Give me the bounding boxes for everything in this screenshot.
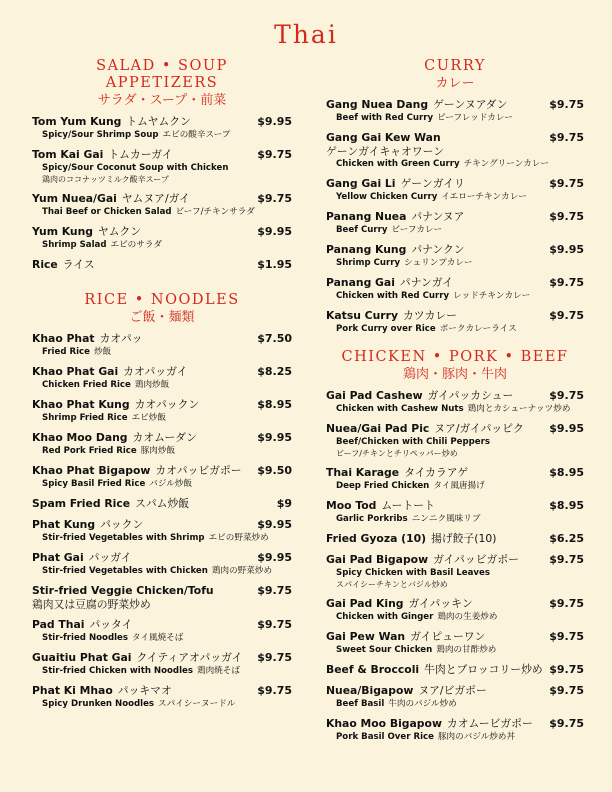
item-name-jp: ガイパッカシュー: [427, 389, 514, 402]
item-description-jp: シュリンプカレー: [404, 258, 473, 268]
item-name-jp: カオムービガポー: [446, 717, 533, 730]
item-name: Phat Ki Mhao パッキマオ: [32, 684, 172, 697]
item-description: Beef/Chicken with Chili Peppers: [336, 437, 490, 447]
menu-item: [326, 663, 584, 677]
menu-item: [32, 398, 292, 424]
item-description-jp: 鶏肉の甘酢炒め: [436, 645, 497, 655]
menu-item: [326, 466, 584, 492]
menu-item: [326, 684, 584, 710]
section-title-jp: サラダ・スープ・前菜: [97, 93, 227, 108]
item-price: $7.50: [257, 332, 292, 345]
item-name: Khao Phat カオパッ: [32, 332, 143, 345]
item-name-jp: カオパッガイ: [123, 365, 188, 378]
item-name-jp: トムヤムクン: [126, 115, 191, 128]
section-title: CHICKEN • PORK • BEEF: [341, 349, 569, 365]
item-name: Khao Phat Gai カオパッガイ: [32, 365, 188, 378]
item-name-jp: ヌア/ビガポー: [418, 684, 487, 697]
item-price: $9.75: [549, 177, 584, 190]
item-name: Yum Kung ヤムクン: [32, 225, 142, 238]
item-name: Fried Gyoza (10) 揚げ餃子(10): [326, 532, 497, 545]
item-price: $9.50: [257, 464, 292, 477]
item-description-jp: 鶏肉焼そば: [196, 666, 240, 676]
menu-item-row: [32, 584, 292, 598]
item-name: Moo Tod ムートート: [326, 499, 435, 512]
menu-item-row: [326, 663, 584, 677]
item-price: $9.75: [549, 684, 584, 697]
item-name: Tom Kai Gai トムカーガイ: [32, 148, 173, 161]
item-price: $9.75: [549, 389, 584, 402]
item-description-jp: 炒飯: [93, 347, 112, 357]
menu-item: [326, 553, 584, 590]
item-name: Gai Pad Bigapow ガイパッビガポー: [326, 553, 519, 566]
item-description-jp: 鶏肉の野菜炒め: [211, 566, 273, 576]
item-description-jp: レッドチキンカレー: [453, 291, 531, 301]
menu-item: [326, 717, 584, 743]
item-name-jp: カオパックン: [134, 398, 200, 411]
item-description-jp: タイ風唐揚げ: [433, 481, 485, 491]
menu-item: [32, 518, 292, 544]
item-description-jp: 鶏肉とカシューナッツ炒め: [467, 404, 571, 414]
menu-item-row: [326, 684, 584, 698]
menu-item: [326, 243, 584, 269]
item-name: Stir-fried Veggie Chicken/Tofu: [32, 584, 214, 597]
section-title: SALAD • SOUP: [96, 58, 228, 74]
item-name: Nuea/Bigapow ヌア/ビガポー: [326, 684, 487, 697]
menu-item-row: [326, 499, 584, 513]
item-description: Chicken with Ginger 鶏肉の生姜炒め: [336, 612, 498, 622]
item-description: Shrimp Fried Rice エビ炒飯: [42, 413, 166, 423]
item-description-jp: チキングリーンカレー: [463, 159, 550, 169]
menu-item-row: [32, 225, 292, 239]
menu-item: [32, 148, 292, 185]
menu-item: [32, 258, 292, 272]
menu-item: [326, 630, 584, 656]
item-description-jp: スパイシーヌードル: [158, 699, 236, 709]
menu-item-row: [32, 518, 292, 532]
item-description: Stir-fried Chicken with Noodles 鶏肉焼そば: [42, 666, 240, 676]
item-price: $9.75: [549, 131, 584, 144]
menu-item: [326, 422, 584, 459]
section-header: [32, 58, 292, 109]
menu-item-row: [32, 431, 292, 445]
left-column: [32, 58, 292, 717]
item-price: $9.95: [257, 518, 292, 531]
menu-item: [326, 210, 584, 236]
item-price: $9.75: [549, 98, 584, 111]
menu-item-row: [32, 332, 292, 346]
menu-item-row: [32, 651, 292, 665]
section-title-jp: 鶏肉・豚肉・牛肉: [402, 367, 507, 382]
item-description: Shrimp Salad エビのサラダ: [42, 240, 162, 250]
menu-item-row: [32, 192, 292, 206]
section-title-jp: ご飯・麺類: [129, 310, 195, 325]
menu-item-row: [326, 466, 584, 480]
item-description-jp: ビーフレッドカレー: [437, 113, 514, 123]
item-price: $9.75: [549, 630, 584, 643]
section-header: [326, 349, 584, 383]
item-description-jp: 豚肉のバジル炒め丼: [437, 732, 516, 742]
section-title: CURRY: [424, 58, 486, 74]
section-header: [326, 58, 584, 92]
item-price: $8.95: [257, 398, 292, 411]
item-name-jp: ヌア/ガイパッピク: [434, 422, 524, 435]
item-name-jp: パッタイ: [89, 618, 133, 631]
section-title: APPETIZERS: [105, 75, 219, 91]
menu-item-row: [32, 365, 292, 379]
item-name-jp: 揚げ餃子(10): [431, 532, 497, 545]
item-name-jp: トムカーガイ: [108, 148, 173, 161]
item-name: Gai Pad Cashew ガイパッカシュー: [326, 389, 514, 402]
item-name-jp: カオパッビガポー: [155, 464, 242, 477]
item-description: Shrimp Curry シュリンプカレー: [336, 258, 473, 268]
item-name: Phat Gai パッガイ: [32, 551, 132, 564]
item-name-jp: パナンクン: [411, 243, 465, 256]
item-description-jp: エビの酸辛スープ: [162, 130, 231, 140]
item-name: Panang Nuea パナンヌア: [326, 210, 465, 223]
item-description-line2: スパイシーチキンとバジル炒め: [336, 580, 448, 589]
item-price: $9.95: [257, 551, 292, 564]
item-name-jp: ガイパッキン: [408, 597, 473, 610]
item-name: Thai Karage タイカラアゲ: [326, 466, 469, 479]
item-description-jp: ビーフ/チキンサラダ: [175, 207, 255, 217]
item-name: Pad Thai パッタイ: [32, 618, 133, 631]
item-name-jp: ガイパッビガポー: [433, 553, 519, 566]
item-name: Phat Kung パックン: [32, 518, 144, 531]
item-name-jp: タイカラアゲ: [404, 466, 469, 479]
page-title: Thai: [274, 20, 338, 49]
item-name-jp: ムートート: [381, 499, 435, 512]
item-description-jp: エビのサラダ: [110, 240, 162, 250]
menu-item: [32, 618, 292, 644]
item-price: $9.75: [257, 684, 292, 697]
menu-item-row: [32, 684, 292, 698]
menu-item: [326, 597, 584, 623]
menu-section: [32, 58, 292, 272]
item-name-jp: ガイピューワン: [410, 630, 486, 643]
section-title: RICE • NOODLES: [84, 292, 240, 308]
item-price: $9.75: [549, 597, 584, 610]
menu-item-row: [32, 148, 292, 162]
menu-item-row: [326, 210, 584, 224]
item-name-jp: パナンガイ: [399, 276, 454, 289]
item-description: Spicy Drunken Noodles スパイシーヌードル: [42, 699, 236, 709]
item-description-jp: イエローチキンカレー: [441, 192, 527, 202]
item-price: $8.95: [549, 499, 584, 512]
menu-item: [32, 684, 292, 710]
right-column: [326, 58, 584, 750]
item-name: Tom Yum Kung トムヤムクン: [32, 115, 191, 128]
menu-item-row: [326, 276, 584, 290]
item-description: Beef Curry ビーフカレー: [336, 225, 443, 235]
menu-item-row: [326, 243, 584, 257]
menu-item-row: [32, 551, 292, 565]
menu-item: [32, 192, 292, 218]
item-name-line2: ゲーンガイキャオワーン: [326, 145, 445, 158]
item-description-jp: エビ炒飯: [131, 413, 166, 423]
menu-item-row: [326, 553, 584, 567]
item-price: $9.95: [257, 225, 292, 238]
item-description-jp: ビーフカレー: [391, 225, 443, 235]
item-name-jp: ライス: [62, 258, 95, 271]
menu-section: [326, 58, 584, 335]
menu-item: [326, 389, 584, 415]
menu-item-row: [326, 717, 584, 731]
item-description: Sweet Sour Chicken 鶏肉の甘酢炒め: [336, 645, 497, 655]
item-name-jp: 牛肉とブロッコリー炒め: [424, 663, 543, 676]
menu-item-row: [32, 464, 292, 478]
menu-item: [32, 225, 292, 251]
item-name-jp: ゲーンヌアダン: [433, 98, 508, 111]
menu-item: [32, 332, 292, 358]
menu-item: [326, 98, 584, 124]
item-description: Spicy/Sour Coconut Soup with Chicken: [42, 163, 229, 173]
item-description: Chicken with Red Curry レッドチキンカレー: [336, 291, 531, 301]
item-description-jp: タイ風焼そば: [131, 633, 184, 643]
menu-item-row: [32, 115, 292, 129]
item-description: Pork Curry over Rice ポークカレーライス: [336, 324, 517, 334]
menu-item: [326, 276, 584, 302]
item-price: $6.25: [549, 532, 584, 545]
item-description: Pork Basil Over Rice 豚肉のバジル炒め丼: [336, 732, 516, 742]
menu-item-row: [326, 630, 584, 644]
item-price: $9.75: [257, 618, 292, 631]
menu-item: [326, 177, 584, 203]
menu-item-row: [32, 497, 292, 511]
item-description-jp: 鶏肉炒飯: [134, 380, 170, 390]
menu-section: [326, 349, 584, 743]
item-description: Spicy Basil Fried Rice バジル炒飯: [42, 479, 193, 489]
item-description: Beef Basil 牛肉のバジル炒め: [336, 699, 457, 709]
item-name-jp: ヤムクン: [98, 225, 142, 238]
item-name: Guaitiu Phat Gai クイティアオパッガイ: [32, 651, 243, 664]
item-name: Gang Gai Kew Wan: [326, 131, 441, 144]
item-name: Yum Nuea/Gai ヤムヌア/ガイ: [32, 192, 190, 205]
menu-item: [32, 651, 292, 677]
menu-item-row: [32, 398, 292, 412]
item-description: Thai Beef or Chicken Salad ビーフ/チキンサラダ: [42, 207, 255, 217]
menu-item: [326, 131, 584, 170]
item-name: Gai Pad King ガイパッキン: [326, 597, 473, 610]
menu-item: [32, 551, 292, 577]
item-description: Spicy/Sour Shrimp Soup エビの酸辛スープ: [42, 130, 231, 140]
item-name-jp: カオパッ: [99, 332, 143, 345]
menu-item-row: [326, 532, 584, 546]
item-name: Gai Pew Wan ガイピューワン: [326, 630, 486, 643]
item-name: Panang Gai パナンガイ: [326, 276, 454, 289]
menu-item: [32, 464, 292, 490]
item-description-jp: エビの野菜炒め: [208, 533, 269, 543]
item-name: Gang Nuea Dang ゲーンヌアダン: [326, 98, 508, 111]
item-description: Spicy Chicken with Basil Leaves: [336, 568, 490, 578]
menu-item-row: [326, 389, 584, 403]
menu-item: [326, 532, 584, 546]
item-price: $9: [276, 497, 292, 510]
item-price: $9.95: [549, 422, 584, 435]
section-header: [32, 292, 292, 326]
item-description: Garlic Porkribs ニンニク風味リブ: [336, 514, 481, 524]
menu-item-row: [326, 177, 584, 191]
item-price: $9.75: [257, 148, 292, 161]
menu-item: [32, 584, 292, 611]
item-price: $8.95: [549, 466, 584, 479]
menu-item: [326, 309, 584, 335]
item-name-jp: カオムーダン: [132, 431, 197, 444]
item-description-jp: ニンニク風味リブ: [411, 514, 481, 524]
item-description: Red Pork Fried Rice 豚肉炒飯: [42, 446, 176, 456]
item-name-line2: 鶏肉又は豆腐の野菜炒め: [32, 598, 151, 611]
item-name: Spam Fried Rice スパム炒飯: [32, 497, 190, 510]
item-description-line2: 鶏肉のココナッツミルク酸辛スープ: [42, 175, 169, 184]
item-description: Beef with Red Curry ビーフレッドカレー: [336, 113, 514, 123]
item-description: Yellow Chicken Curry イエローチキンカレー: [336, 192, 527, 202]
menu-item-row: [32, 618, 292, 632]
item-price: $9.95: [549, 243, 584, 256]
menu-item: [326, 499, 584, 525]
item-price: $9.95: [257, 431, 292, 444]
item-price: $9.95: [257, 115, 292, 128]
item-name-jp: パッキマオ: [117, 684, 172, 697]
item-price: $9.75: [549, 210, 584, 223]
menu-item-row: [326, 422, 584, 436]
item-description-jp: 牛肉のバジル炒め: [388, 699, 457, 709]
item-description-jp: 鶏肉の生姜炒め: [437, 612, 498, 622]
item-name-jp: スパム炒飯: [135, 497, 190, 510]
item-description: Stir-fried Vegetables with Shrimp エビの野菜炒め: [42, 533, 269, 543]
item-price: $8.25: [257, 365, 292, 378]
item-name-jp: クイティアオパッガイ: [136, 651, 243, 664]
item-name: Gang Gai Li ゲーンガイリ: [326, 177, 465, 190]
menu-item: [32, 115, 292, 141]
item-price: $9.75: [549, 276, 584, 289]
item-price: $9.75: [257, 192, 292, 205]
item-description: Stir-fried Vegetables with Chicken 鶏肉の野菜炒め: [42, 566, 273, 576]
item-description: Stir-fried Noodles タイ風焼そば: [42, 633, 184, 643]
item-name-jp: パナンヌア: [411, 210, 465, 223]
item-description: Chicken with Green Curry チキングリーンカレー: [336, 159, 550, 169]
item-price: $9.75: [549, 309, 584, 322]
item-name-jp: ヤムヌア/ガイ: [121, 192, 190, 205]
item-price: $9.75: [549, 717, 584, 730]
item-description: Chicken with Cashew Nuts 鶏肉とカシューナッツ炒め: [336, 404, 571, 414]
item-name-jp: カツカレー: [402, 309, 457, 322]
item-price: $1.95: [257, 258, 292, 271]
menu-item: [32, 497, 292, 511]
item-description-line2: ビーフ/チキンとチリペッパー炒め: [336, 449, 458, 458]
item-price: $9.75: [257, 651, 292, 664]
item-name: Khao Moo Dang カオムーダン: [32, 431, 197, 444]
item-description: Fried Rice 炒飯: [42, 347, 112, 357]
menu-item-row: [32, 258, 292, 272]
item-description: Deep Fried Chicken タイ風唐揚げ: [336, 481, 485, 491]
item-price: $9.75: [549, 553, 584, 566]
item-name: Beef & Broccoli 牛肉とブロッコリー炒め: [326, 663, 543, 676]
item-description-jp: バジル炒飯: [149, 479, 193, 489]
item-description-jp: ポークカレーライス: [439, 324, 517, 334]
item-name-jp: パックン: [100, 518, 144, 531]
menu-section: [32, 292, 292, 710]
item-price: $9.75: [257, 584, 292, 597]
item-description: Chicken Fried Rice 鶏肉炒飯: [42, 380, 170, 390]
item-name-jp: ゲーンガイリ: [400, 177, 465, 190]
menu-item: [32, 431, 292, 457]
menu-item-row: [326, 597, 584, 611]
item-name: Katsu Curry カツカレー: [326, 309, 457, 322]
item-name-jp: パッガイ: [88, 551, 132, 564]
item-name: Nuea/Gai Pad Pic ヌア/ガイパッピク: [326, 422, 524, 435]
item-name: Khao Phat Kung カオパックン: [32, 398, 200, 411]
item-description-jp: 豚肉炒飯: [140, 446, 176, 456]
menu-item: [32, 365, 292, 391]
menu-item-row: [326, 309, 584, 323]
item-name: Rice ライス: [32, 258, 95, 271]
item-name: Khao Moo Bigapow カオムービガポー: [326, 717, 533, 730]
item-price: $9.75: [549, 663, 584, 676]
section-title-jp: カレー: [435, 76, 475, 91]
menu-item-row: [326, 98, 584, 112]
menu-item-row: [326, 131, 584, 145]
item-name: Khao Phat Bigapow カオパッビガポー: [32, 464, 242, 477]
item-name: Panang Kung パナンクン: [326, 243, 465, 256]
